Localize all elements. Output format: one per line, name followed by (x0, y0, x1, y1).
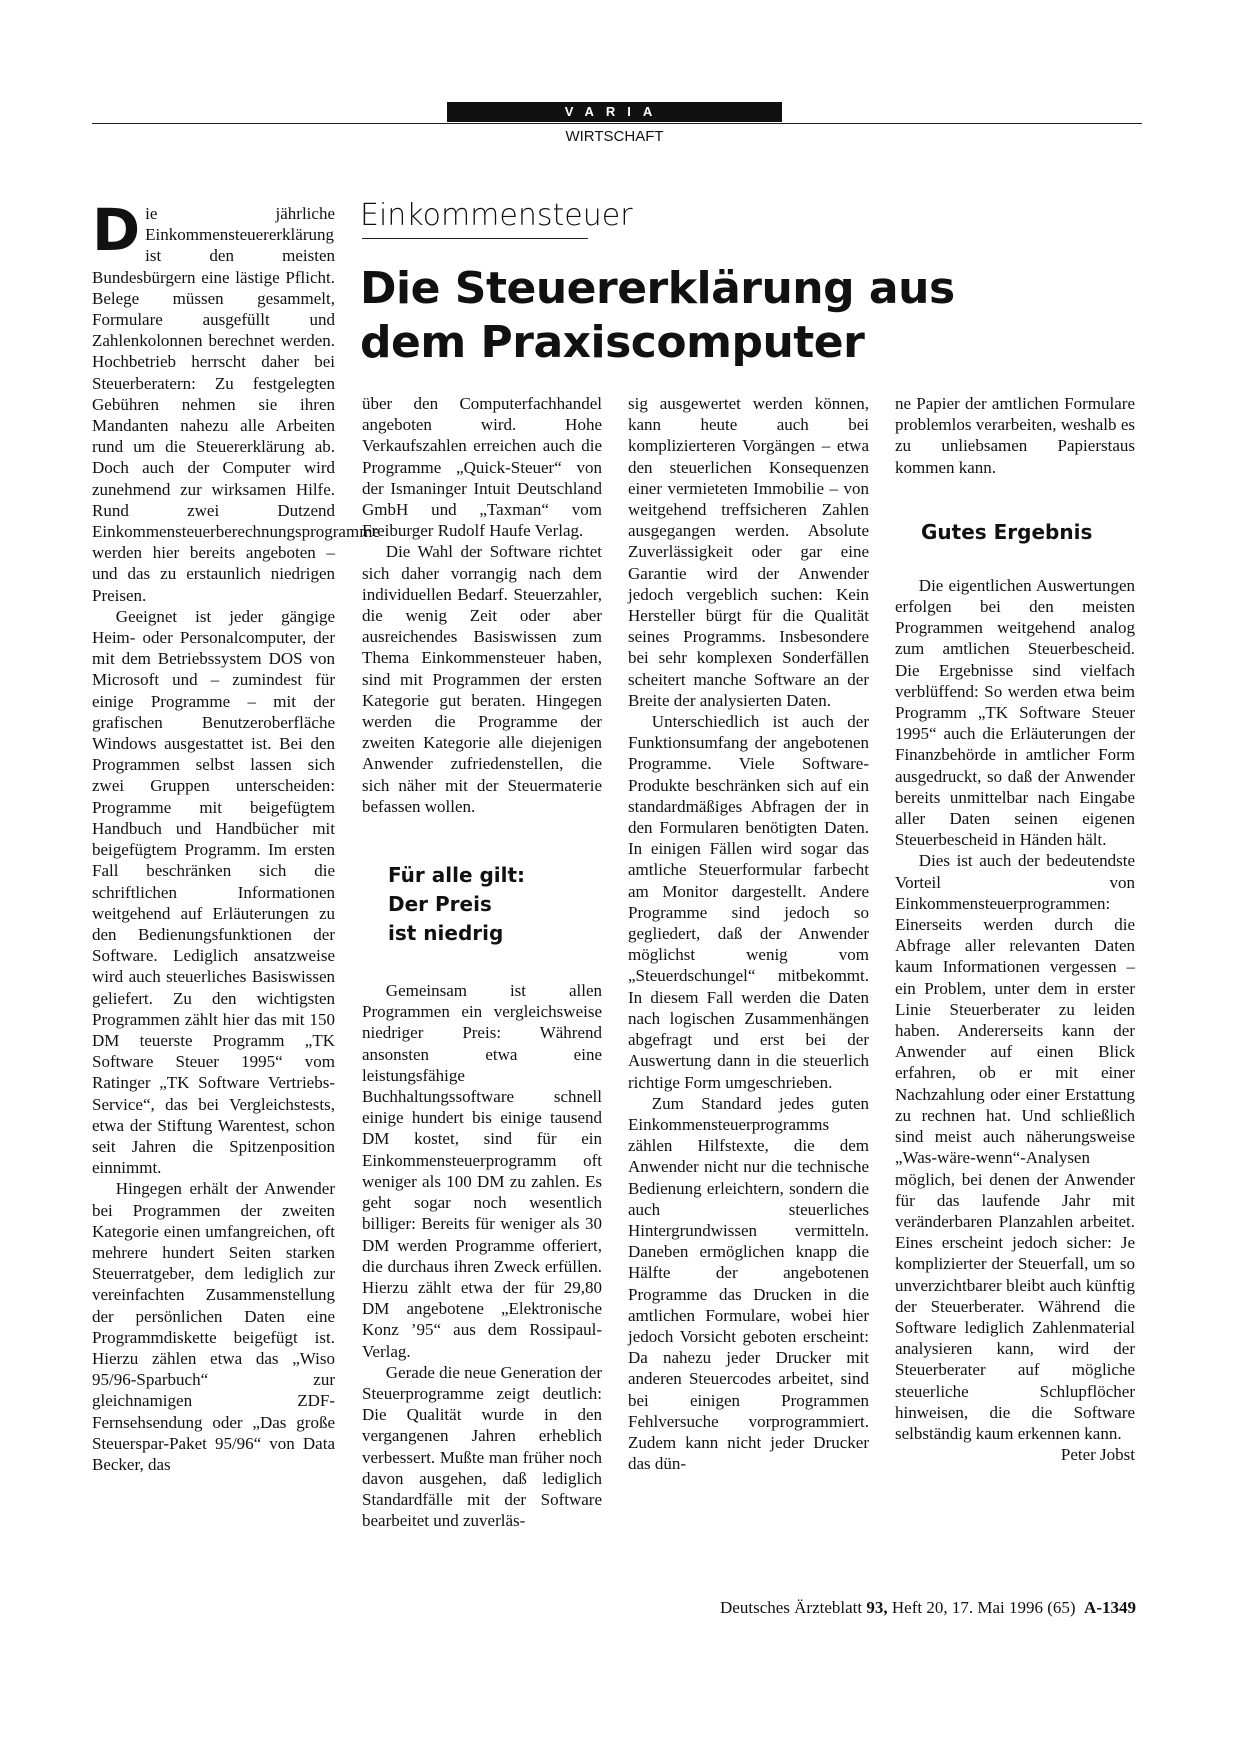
paragraph: Gerade die neue Generation der Steuerprogramme zeigt deutlich: Die Qualität wurde in den vergangenen Jahren erheblich verbessert. Mußte man früher noch davon ausgehen, daß lediglich Standardfälle mit der Software bearbeitet und zuverläs- (362, 1362, 602, 1531)
subheading-result: Gutes Ergebnis (921, 519, 1093, 544)
page-footer (720, 1598, 1136, 1618)
author-signature: Peter Jobst (1060, 1445, 1135, 1465)
paragraph: Gemeinsam ist allen Programmen ein vergleichsweise niedriger Preis: Während ansonsten etwa eine leistungsfähige Buchhaltungssoftware schnell einige hundert bis einige tausend DM kostet, sind für ein Einkommensteuerprogramm oft weniger als 100 DM zu zahlen. Es geht sogar noch wesentlich billiger: Bereits für weniger als 30 DM werden Programme offeriert, die durchaus ihren Zweck erfüllen. Hierzu zählt etwa der für 29,80 DM angebotene „Elektronische Konz ’95“ aus dem Rossipaul-Verlag. (362, 981, 602, 1361)
kicker-underline (362, 238, 588, 239)
header-rule (92, 123, 1142, 124)
title-line-1: Die Steuererklärung aus (360, 263, 955, 314)
article-kicker: Einkommensteuer (360, 198, 633, 233)
subheading-price (388, 861, 602, 948)
paragraph: ne Papier der amtlichen Formulare problemlos verarbeiten, weshalb es zu unliebsamen Papierstaus kommen kann. (895, 394, 1135, 477)
title-line-2: dem Praxiscomputer (360, 317, 865, 368)
subheading-line: Der Preis (388, 892, 492, 917)
subsection-label: WIRTSCHAFT (565, 128, 664, 145)
column-4 (895, 393, 1135, 1465)
column-1 (92, 196, 380, 1475)
paragraph: Die Wahl der Software richtet sich daher vorrangig nach dem individuellen Bedarf. Steuerzahler, die wenig Zeit oder aber ausreichendes Basiswissen zum Thema Einkommensteuer haben, sind mit Programmen der ersten Kategorie gut beraten. Hingegen werden die Programme der zweiten Kategorie alle diejenigen Anwender zufriedenstellen, die sich näher mit der Steuermaterie befassen wollen. (362, 542, 602, 816)
paragraph: über den Computerfachhandel angeboten wird. Hohe Verkaufszahlen erreichen auch die Programme „Quick-Steuer“ von der Ismaninger Intuit Deutschland GmbH und „Taxman“ vom Freiburger Rudolf Haufe Verlag. (362, 394, 602, 541)
paragraph: Unterschiedlich ist auch der Funktionsumfang der angebotenen Programme. Viele Software-Produkte beschränken sich auf ein standardmäßiges Abfragen der in den Formularen benötigten Daten. In einigen Fällen wird sogar das amtliche Steuerformular farbecht am Monitor dargestellt. Andere Programme sind jedoch so gegliedert, daß der Anwender möglichst wenig vom „Steuerdschungel“ mitbekommt. In diesem Fall werden die Daten nach logischen Zusammenhängen abgefragt und erst bei der Auswertung dann in die steuerlich richtige Form umgeschrieben. (628, 712, 869, 1092)
issue-info: Heft 20, 17. Mai 1996 (65) (891, 1598, 1076, 1617)
section-banner: VARIA (447, 102, 782, 122)
paragraph: sig ausgewertet werden können, kann heute auch bei komplizierteren Vorgängen – etwa den steuerlichen Konsequenzen einer vermieteten Immobilie – von weitgehend treffsicheren Zahlen ausgegangen werden. Absolute Zuverlässigkeit oder gar eine Garantie wird der Anwender jedoch vergeblich suchen: Kein Hersteller bürgt für die Qualität seines Programms. Insbesondere bei sehr komplexen Sonderfällen scheitert manche Software an der Breite der analysierten Daten. (628, 394, 869, 710)
subheading-line: ist niedrig (388, 921, 504, 946)
paragraph: Die eigentlichen Auswertungen erfolgen bei den meisten Programmen weitgehend analog zum amtlichen Steuerbescheid. Die Ergebnisse sind vielfach verblüffend: So werden etwa beim Programm „TK Software Steuer 1995“ auch die Erläuterungen der Finanzbehörde in amtlicher Form ausgedruckt, so daß der Anwender bereits unmittelbar nach Eingabe aller Daten seinen eigenen Steuerbescheid in Händen hält. (895, 575, 1135, 850)
column-3 (628, 393, 869, 1474)
drop-cap: D (92, 196, 141, 264)
subheading-line: Für alle gilt: (388, 863, 526, 888)
paragraph-text: ie jährliche Einkommensteuererklärung ist den meisten Bundesbürgern eine lästige Pflicht. Belege müssen gesammelt, Formulare ausgefüllt und Zahlenkolonnen berechnet werden. Hochbetrieb herrscht daher bei Steuerberatern: Zu festgelegten Gebühren nehmen sie ihren Mandanten nahezu alle Arbeiten rund um die Steuererklärung ab. Doch auch der Computer wird zunehmend zur wirksamen Hilfe. Rund zwei Dutzend Einkommensteuerberechnungsprogramme werden hier bereits angeboten – und das zu erstaunlich niedrigen Preisen. (92, 204, 380, 605)
article-title (360, 262, 1120, 370)
journal-name: Deutsches Ärzteblatt (720, 1598, 863, 1617)
paragraph: Geeignet ist jeder gängige Heim- oder Personalcomputer, der mit dem Betriebssystem DOS von Microsoft und – zumindest für einige Programme – mit der grafischen Benutzeroberfläche Windows ausgestattet ist. Bei den Programmen selbst lassen sich zwei Gruppen unterscheiden: Programme mit beigefügtem Handbuch und Handbücher mit beigefügtem Programm. Im ersten Fall beschränken sich die schriftlichen Informationen weitgehend auf Erläuterungen zu den Bedienungsfunktionen der Software. Lediglich ansatzweise wird auch steuerliches Basiswissen geliefert. Zu den wichtigsten Programmen zählt hier das mit 150 DM teuerste Programm „TK Software Steuer 1995“ vom Ratinger „TK Software Vertriebs-Service“, das bei Vergleichstests, etwa der Stiftung Warentest, schon seit Jahren die Spitzenposition einnimmt. (92, 606, 335, 1178)
journal-volume: 93, (866, 1598, 888, 1617)
page-number: A-1349 (1084, 1598, 1136, 1617)
paragraph-text: Dies ist auch der bedeutendste Vorteil von Einkommensteuerprogrammen: Einerseits werden durch die Abfrage aller relevanten Daten kaum Informationen vergessen – ein Problem, unter dem in erster Linie Steuerberater zu leiden haben. Andererseits kann der Anwender auf einen Blick erfahren, ob er mit einer Nachzahlung oder einer Erstattung zu rechnen hat. Und schließlich sind meist auch näherungsweise „Was-wäre-wenn“-Analysen möglich, bei denen der Anwender für das laufende Jahr mit veränderbaren Planzahlen arbeitet. Eines erscheint jedoch sicher: Je komplizierter der Steuerfall, um so unverzichtbarer bleibt auch künftig der Steuerberater. Während die Software lediglich Zahlenmaterial analysieren kann, wird der Steuerberater auf mögliche steuerliche Schlupflöcher hinweisen, die die Software selbständig kaum erkennen kann. (895, 851, 1135, 1443)
paragraph (92, 196, 380, 606)
column-2 (362, 393, 602, 1531)
paragraph (895, 850, 1135, 1465)
paragraph: Hingegen erhält der Anwender bei Programmen der zweiten Kategorie einen umfangreichen, oft mehrere hundert Seiten starken Steuerratgeber, dem lediglich zur vereinfachten Zusammenstellung der persönlichen Daten eine Programmdiskette beigefügt ist. Hierzu zählen etwa das „Wiso 95/96-Sparbuch“ zur gleichnamigen ZDF-Fernsehsendung oder „Das große Steuerspar-Paket 95/96“ von Data Becker, das (92, 1179, 335, 1474)
paragraph: Zum Standard jedes guten Einkommensteuerprogramms zählen Hilfstexte, die dem Anwender nicht nur die technische Bedienung erleichtern, sondern die auch steuerliches Hintergrundwissen vermitteln. Daneben ermöglichen knapp die Hälfte der angebotenen Programme das Drucken in die amtlichen Formulare, wobei hier jedoch Vorsicht geboten erscheint: Da nahezu jeder Drucker mit anderen Steuercodes arbeitet, sind bei einigen Programmen Fehlversuche vorprogrammiert. Zudem kann nicht jeder Drucker das dün- (628, 1093, 869, 1474)
